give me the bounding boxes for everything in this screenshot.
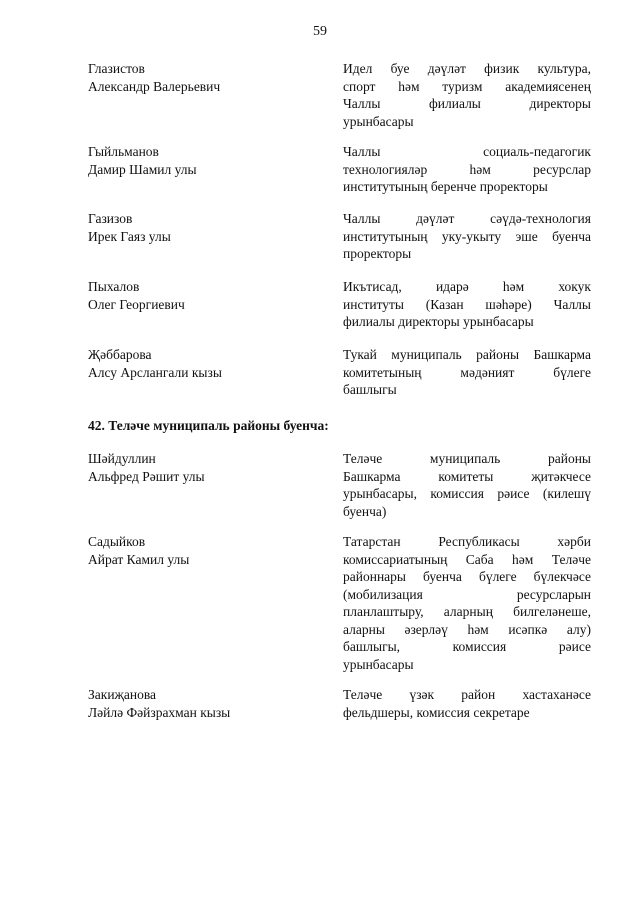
position-line: урынбасары	[343, 656, 414, 672]
position-line: Тукай муниципаль районы Башкарма	[343, 347, 591, 362]
position-line: фельдшеры, комиссия секретаре	[343, 704, 530, 720]
position-line: институты (Казан шәһәре) Чаллы	[343, 296, 591, 312]
surname: Газизов	[88, 211, 133, 226]
given-name: Александр Валерьевич	[88, 78, 221, 94]
position-line: филиалы директоры урынбасары	[343, 314, 534, 329]
surname: Закиҗанова	[88, 687, 157, 702]
section-heading: 42. Теләче муниципаль районы буенча:	[88, 418, 329, 433]
position-line: башлыгы, комиссия рәисе	[343, 639, 591, 654]
position-line: Теләче муниципаль районы	[343, 451, 591, 466]
position-line: институтының уку-укыту эше буенча	[343, 228, 591, 244]
position-line: спорт һәм туризм академиясенең	[343, 78, 591, 94]
position-line: башлыгы	[343, 382, 397, 397]
position	[343, 450, 591, 520]
position-line: Чаллы социаль-педагогик	[343, 144, 591, 159]
position-line: Татарстан Республикасы хәрби	[343, 534, 591, 549]
position	[343, 278, 591, 331]
position-line: районнары буенча бүлеге бүлекчәсе	[343, 569, 591, 584]
person-name	[88, 143, 318, 178]
given-name: Дамир Шамил улы	[88, 161, 197, 177]
surname: Җәббарова	[88, 347, 152, 362]
position	[343, 533, 591, 673]
given-name: Ләйлә Фәйзрахман кызы	[88, 704, 231, 720]
given-name: Ирек Гаяз улы	[88, 228, 171, 244]
person-name	[88, 450, 318, 485]
position-line: Икътисад, идарә һәм хокук	[343, 279, 591, 294]
person-name	[88, 533, 318, 568]
surname: Глазистов	[88, 61, 145, 76]
position-line: Чаллы филиалы директоры	[343, 96, 591, 111]
page-number: 59	[313, 24, 327, 39]
position-line: проректоры	[343, 246, 412, 261]
position-line: Чаллы дәүләт сәүдә-технология	[343, 211, 591, 226]
position	[343, 210, 591, 263]
position-line: урынбасары, комиссия рәисе (килешү	[343, 486, 591, 501]
position	[343, 143, 591, 196]
person-name	[88, 210, 318, 245]
position	[343, 686, 591, 721]
position-line: Башкарма комитеты җитәкчесе	[343, 468, 591, 484]
person-name	[88, 346, 318, 381]
position-line: технологияләр һәм ресурслар	[343, 161, 591, 177]
position-line: комиссариатының Саба һәм Теләче	[343, 551, 591, 567]
given-name: Олег Георгиевич	[88, 296, 185, 312]
position-line: буенча)	[343, 503, 387, 519]
position-line: планлаштыру, аларның билгеләнеше,	[343, 604, 591, 619]
position-line: урынбасары	[343, 113, 414, 129]
position-line: (мобилизация ресурсларын	[343, 586, 591, 602]
position-line: аларны әзерләү һәм исәпкә алу)	[343, 621, 591, 637]
position-line: Теләче үзәк район хастаханәсе	[343, 687, 591, 702]
position-line: институтының беренче проректоры	[343, 179, 548, 194]
surname: Садыйков	[88, 534, 146, 549]
position	[343, 346, 591, 399]
person-name	[88, 686, 318, 721]
given-name: Айрат Камил улы	[88, 551, 190, 567]
position	[343, 60, 591, 130]
person-name	[88, 60, 318, 95]
position-line: Идел буе дәүләт физик культура,	[343, 61, 591, 76]
surname: Пыхалов	[88, 279, 140, 294]
surname: Гыйльманов	[88, 144, 159, 159]
given-name: Альфред Рәшит улы	[88, 468, 205, 484]
surname: Шәйдуллин	[88, 451, 156, 466]
given-name: Алсу Арслангали кызы	[88, 364, 222, 380]
person-name	[88, 278, 318, 313]
position-line: комитетының мәдәният бүлеге	[343, 364, 591, 380]
